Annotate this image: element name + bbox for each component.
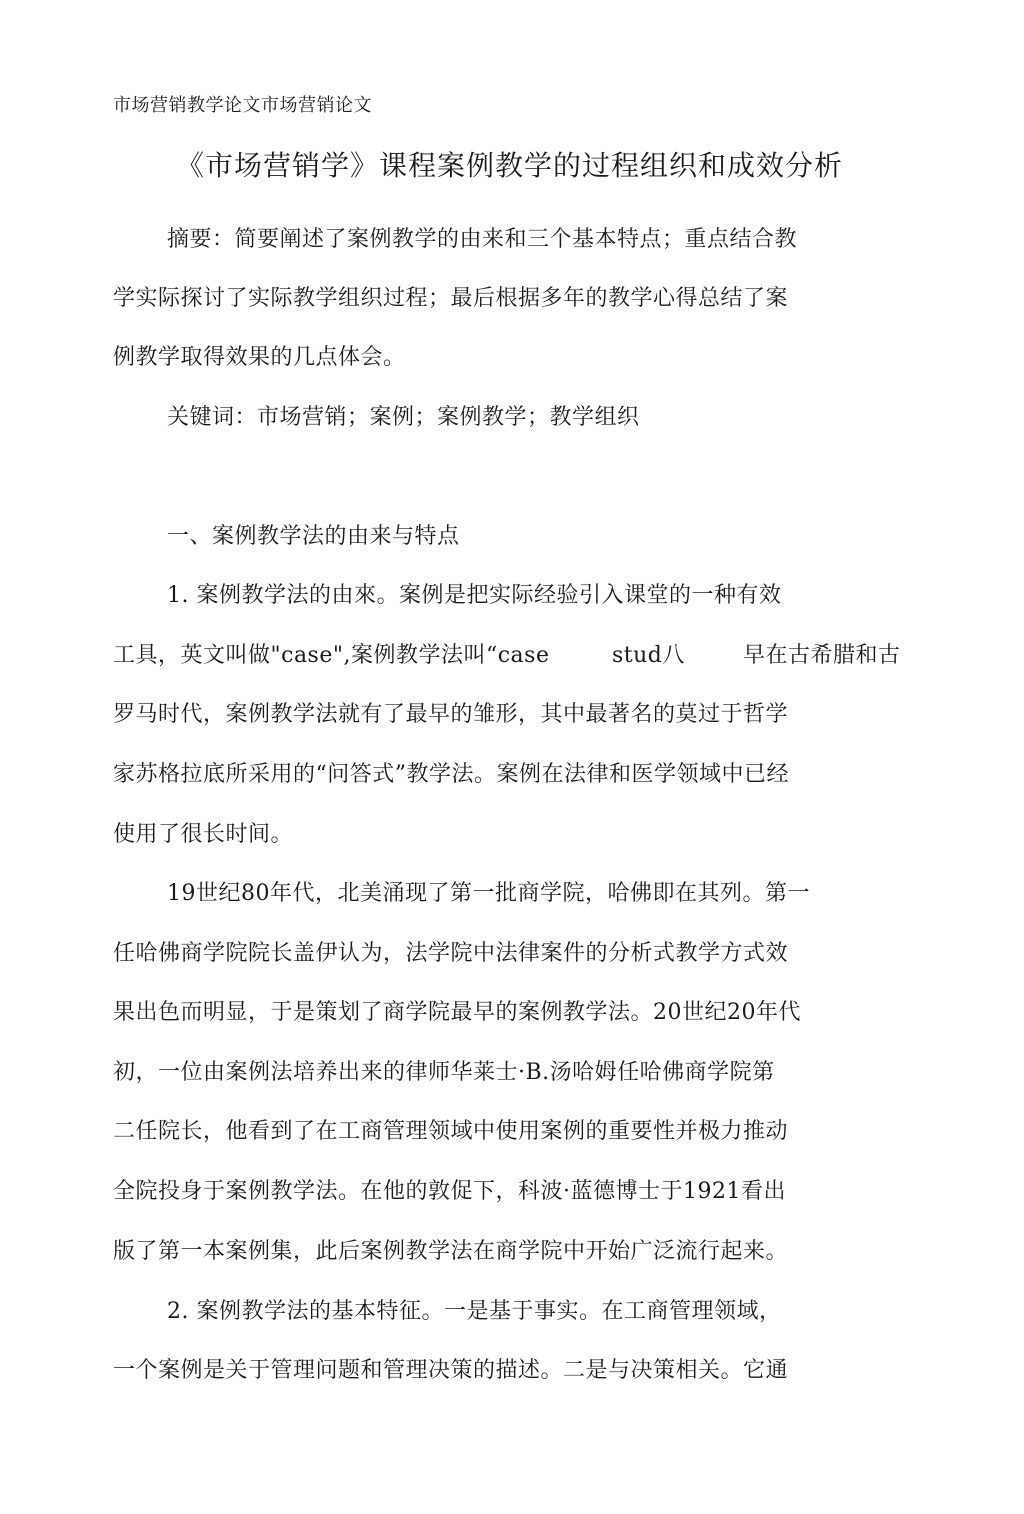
paragraph-line: 任哈佛商学院院长盖伊认为，法学院中法律案件的分析式教学方式效 — [113, 941, 789, 966]
paragraph-line: 工具，英文叫做"case",案例教学法叫“case — [113, 643, 550, 668]
paragraph-line: 全院投身于案例教学法。在他的敦促下，科波·蓝德博士于1921看出 — [113, 1179, 786, 1204]
paragraph-line: 果出色而明显，于是策划了商学院最早的案例教学法。20世纪20年代 — [113, 1000, 801, 1025]
paragraph-line-fragment: 早在古希腊和古 — [743, 643, 901, 668]
paragraph-line: 版了第一本案例集，此后案例教学法在商学院中开始广泛流行起来。 — [113, 1239, 789, 1264]
section-heading: 一、案例教学法的由来与特点 — [167, 524, 460, 549]
paragraph-line: 1. 案例教学法的由來。案例是把实际经验引入课堂的一种有效 — [167, 583, 782, 608]
paragraph-line: 家苏格拉底所采用的“问答式”教学法。案例在法律和医学领域中已经 — [113, 762, 789, 787]
document-title: 《市场营销学》课程案例教学的过程组织和成效分析 — [176, 149, 844, 182]
paragraph-line: 二任院长，他看到了在工商管理领域中使用案例的重要性并极力推动 — [113, 1119, 789, 1144]
abstract-line: 例教学取得效果的几点体会。 — [113, 345, 406, 370]
paragraph-line: 使用了很长时间。 — [113, 822, 294, 847]
document-header: 市场营销教学论文市场营销论文 — [113, 95, 372, 116]
paragraph-line: 2. 案例教学法的基本特征。一是基于事实。在工商管理领域， — [167, 1299, 782, 1324]
abstract-line: 摘要：简要阐述了案例教学的由来和三个基本特点；重点结合教 — [167, 227, 798, 252]
abstract-line: 学实际探讨了实际教学组织过程；最后根据多年的教学心得总结了案 — [113, 286, 789, 311]
paragraph-line: 初，一位由案例法培养出来的律师华莱士·B.汤哈姆任哈佛商学院第 — [113, 1060, 775, 1085]
paragraph-line: 一个案例是关于管理问题和管理决策的描述。二是与决策相关。它通 — [113, 1358, 789, 1383]
paragraph-line-fragment: stud八 — [612, 643, 685, 668]
paragraph-line: 19世纪80年代，北美涌现了第一批商学院，哈佛即在其列。第一 — [167, 881, 810, 906]
keywords-line: 关键词：市场营销；案例；案例教学；教学组织 — [167, 405, 640, 430]
paragraph-line: 罗马时代，案例教学法就有了最早的雏形，其中最著名的莫过于哲学 — [113, 702, 789, 727]
